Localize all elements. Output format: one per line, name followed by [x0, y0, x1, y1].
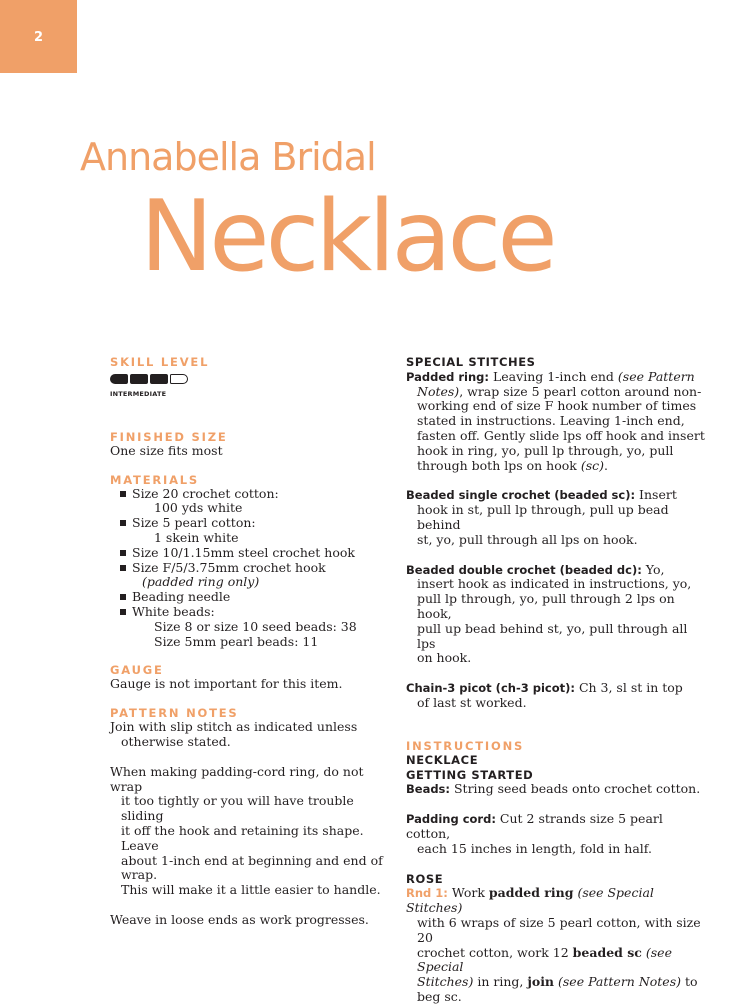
left-column [110, 355, 395, 928]
list-item: Beading needle [120, 590, 395, 605]
necklace-heading: NECKLACE [406, 752, 479, 767]
list-item-detail: 100 yds white [154, 500, 243, 516]
beads-instruction: Beads: String seed beads onto crochet cotton. [406, 781, 701, 797]
stitch-padded-ring: Padded ring: Leaving 1-inch end (see Pattern Notes), wrap size 5 pearl cotton around non- working end of size F hook number of times stated in instructions. Leaving 1-inch end, fasten off. Gently slide lps off hook and insert hook in ring, yo, pull lp through, yo, pull through both lps on hook (sc). [406, 368, 705, 473]
page-number-tab [0, 0, 77, 73]
list-item-detail: Size 8 or size 10 seed beads: 38 [154, 618, 357, 634]
skill-level-meter [110, 374, 395, 384]
finished-size-text: One size fits most [110, 442, 223, 458]
page-number: 2 [34, 30, 44, 45]
padding-cord-instruction: Padding cord: Cut 2 strands size 5 pearl cotton, each 15 inches in length, fold in half. [406, 811, 663, 856]
list-item: White beads: [120, 605, 395, 620]
skill-level-heading: SKILL LEVEL [110, 355, 210, 369]
pattern-note: Weave in loose ends as work progresses. [110, 911, 369, 927]
title-subtitle: Annabella Bridal [80, 135, 376, 179]
list-item-detail: 1 skein white [154, 529, 239, 545]
getting-started-heading: GETTING STARTED [406, 767, 534, 782]
gauge-text: Gauge is not important for this item. [110, 676, 343, 692]
materials-list [110, 487, 395, 650]
round-1-instruction: Rnd 1: Work padded ring (see Special Stitches) with 6 wraps of size 5 pearl cotton, with size 20 crochet cotton, work 12 beaded sc (see Special Stitches) in ring, join (see Pattern Notes) to beg sc. [406, 885, 701, 1004]
skill-level-label: INTERMEDIATE [110, 390, 167, 398]
list-item-detail: (padded ring only) [142, 574, 260, 590]
finished-size-heading: FINISHED SIZE [110, 429, 228, 444]
list-item-detail: Size 5mm pearl beads: 11 [154, 633, 319, 649]
list-item: Size 10/1.15mm steel crochet hook [120, 546, 395, 561]
rose-heading: ROSE [406, 871, 444, 886]
pattern-note: When making padding-cord ring, do not wrap it too tightly or you will have trouble sliding it off the hook and retaining its shape. Leave about 1-inch end at beginning and end of wrap. This will make it a little easier to handle. [110, 763, 383, 898]
page-title: Necklace [140, 180, 554, 294]
right-column [406, 355, 706, 1005]
stitch-beaded-sc: Beaded single crochet (beaded sc): Insert hook in st, pull lp through, pull up bead behind st, yo, pull through all lps on hook. [406, 487, 677, 547]
stitch-picot: Chain-3 picot (ch-3 picot): Ch 3, sl st in top of last st worked. [406, 680, 683, 710]
materials-heading: MATERIALS [110, 472, 199, 487]
list-item: Size F/5/3.75mm crochet hook [120, 561, 395, 576]
skill-level-block [110, 374, 128, 384]
special-stitches-heading: SPECIAL STITCHES [406, 355, 536, 369]
pattern-notes-heading: PATTERN NOTES [110, 706, 239, 721]
pattern-note: Join with slip stitch as indicated unless otherwise stated. [110, 719, 358, 749]
skill-level-block-empty [170, 374, 188, 384]
list-item: Size 20 crochet cotton: [120, 487, 395, 502]
gauge-heading: GAUGE [110, 663, 164, 678]
list-item: Size 5 pearl cotton: [120, 516, 395, 531]
instructions-heading: INSTRUCTIONS [406, 738, 525, 753]
stitch-beaded-dc: Beaded double crochet (beaded dc): Yo, insert hook as indicated in instructions, yo, pull lp through, yo, pull through 2 lps on hook, pull up bead behind st, yo, pull through all lps on hook. [406, 561, 692, 666]
skill-level-block [150, 374, 168, 384]
skill-level-block [130, 374, 148, 384]
